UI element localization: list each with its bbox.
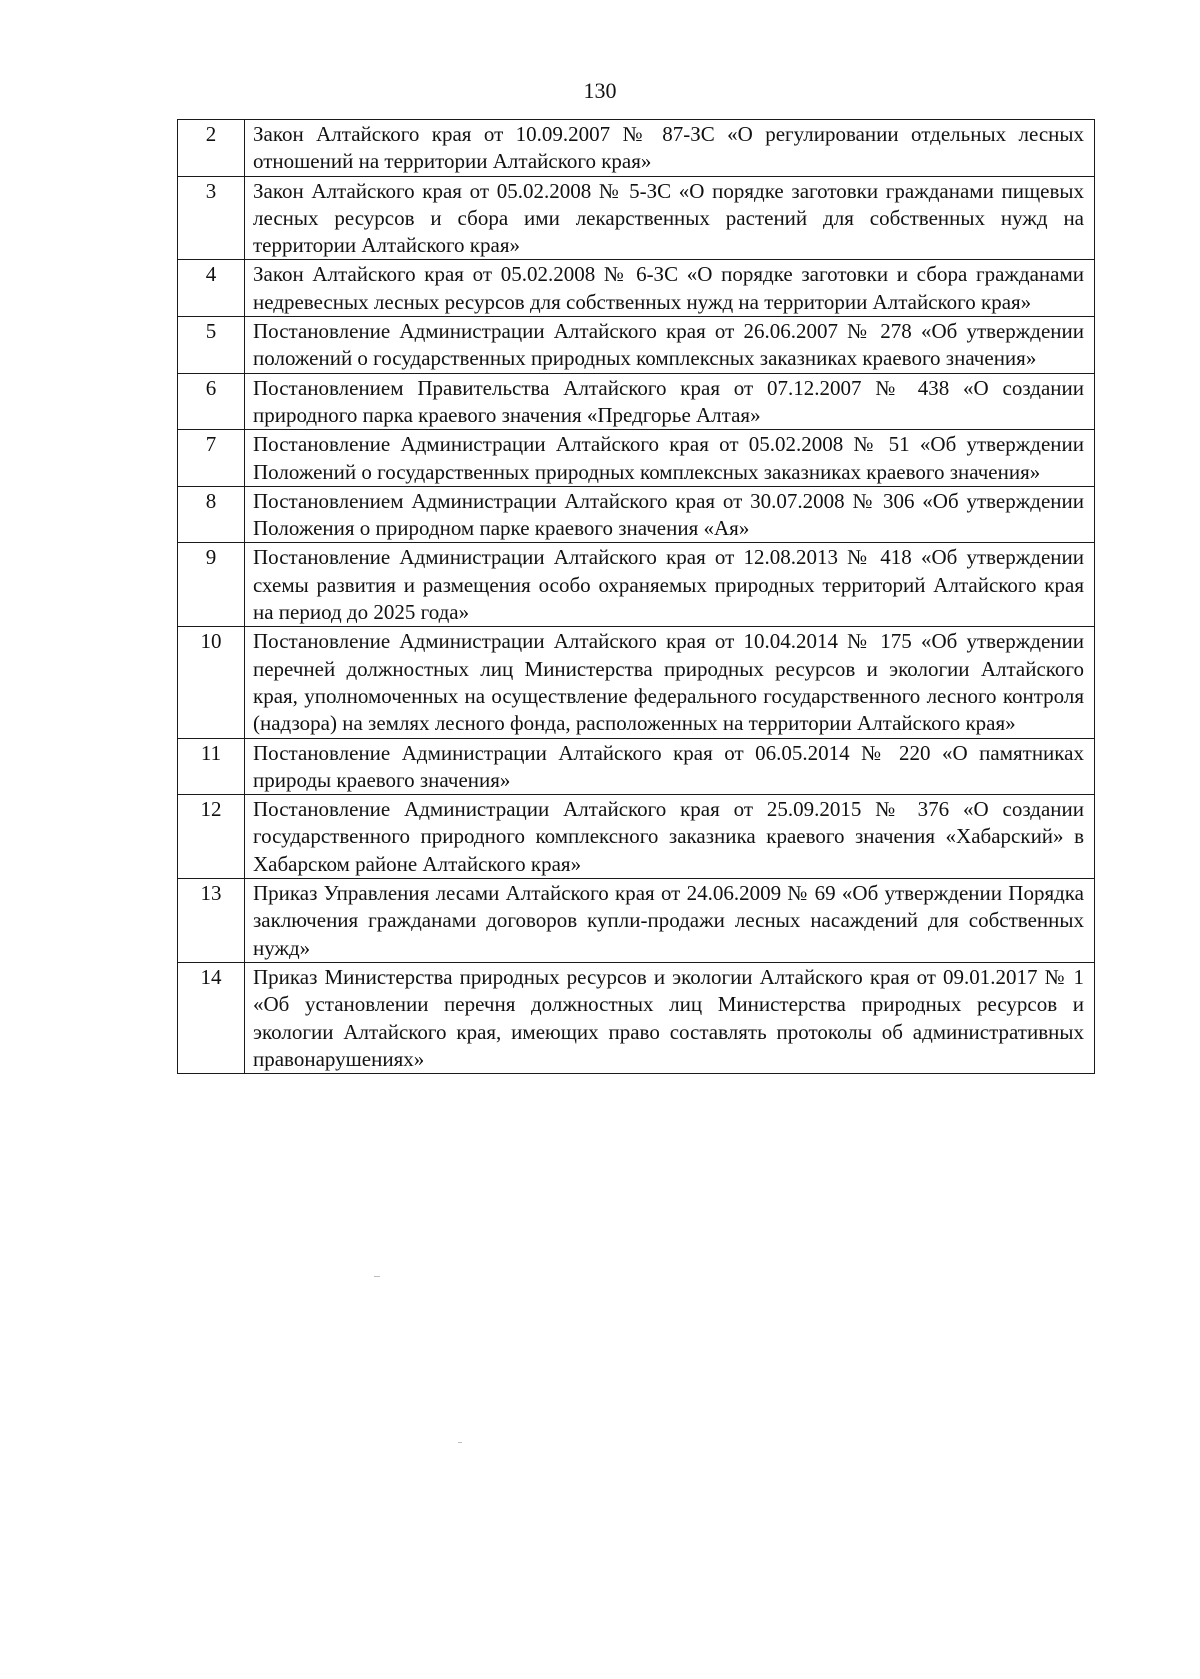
row-text: Приказ Министерства природных ресурсов и экологии Алтайского края от 09.01.2017 № 1 «Об установлении перечня должностных лиц Министерства природных ресурсов и экологии Алтайского края, имеющих право составлять протоколы об административных правонарушениях» [245, 962, 1095, 1073]
table-row [178, 627, 1095, 738]
row-text: Постановление Администрации Алтайского края от 06.05.2014 № 220 «О памятниках природы краевого значения» [245, 738, 1095, 795]
table-row [178, 738, 1095, 795]
row-text: Закон Алтайского края от 05.02.2008 № 5-ЗС «О порядке заготовки гражданами пищевых лесных ресурсов и сбора ими лекарственных растений для собственных нужд на территории Алтайского края» [245, 176, 1095, 260]
row-number: 7 [178, 430, 245, 487]
table-row [178, 543, 1095, 627]
row-number: 10 [178, 627, 245, 738]
row-text: Постановление Администрации Алтайского края от 12.08.2013 № 418 «Об утверждении схемы развития и размещения особо охраняемых природных территорий Алтайского края на период до 2025 года» [245, 543, 1095, 627]
scan-artifact [374, 1276, 380, 1277]
row-text: Постановлением Правительства Алтайского края от 07.12.2007 № 438 «О создании природного парка краевого значения «Предгорье Алтая» [245, 373, 1095, 430]
table-row [178, 430, 1095, 487]
row-text: Постановление Администрации Алтайского края от 05.02.2008 № 51 «Об утверждении Положений о государственных природных комплексных заказниках краевого значения» [245, 430, 1095, 487]
row-number: 13 [178, 879, 245, 963]
row-number: 2 [178, 120, 245, 177]
table-row [178, 176, 1095, 260]
row-text: Постановление Администрации Алтайского края от 26.06.2007 № 278 «Об утверждении положений о государственных природных комплексных заказниках краевого значения» [245, 317, 1095, 374]
table-row [178, 962, 1095, 1073]
table-row [178, 317, 1095, 374]
table-row [178, 373, 1095, 430]
row-text: Закон Алтайского края от 10.09.2007 № 87-ЗС «О регулировании отдельных лесных отношений на территории Алтайского края» [245, 120, 1095, 177]
row-text: Закон Алтайского края от 05.02.2008 № 6-ЗС «О порядке заготовки и сбора гражданами недревесных лесных ресурсов для собственных нужд на территории Алтайского края» [245, 260, 1095, 317]
scan-artifact [458, 1442, 462, 1443]
row-number: 12 [178, 795, 245, 879]
table-row [178, 260, 1095, 317]
row-text: Постановление Администрации Алтайского края от 10.04.2014 № 175 «Об утверждении перечней должностных лиц Министерства природных ресурсов и экологии Алтайского края, уполномоченных на осуществление федерального государственного лесного контроля (надзора) на землях лесного фонда, расположенных на территории Алтайского края» [245, 627, 1095, 738]
table-row [178, 120, 1095, 177]
table-row [178, 879, 1095, 963]
row-text: Постановление Администрации Алтайского края от 25.09.2015 № 376 «О создании государственного природного комплексного заказника краевого значения «Хабарский» в Хабарском районе Алтайского края» [245, 795, 1095, 879]
row-number: 6 [178, 373, 245, 430]
table-row [178, 486, 1095, 543]
row-number: 9 [178, 543, 245, 627]
table-row [178, 795, 1095, 879]
row-text: Постановлением Администрации Алтайского края от 30.07.2008 № 306 «Об утверждении Положения о природном парке краевого значения «Ая» [245, 486, 1095, 543]
row-number: 14 [178, 962, 245, 1073]
row-number: 11 [178, 738, 245, 795]
row-number: 8 [178, 486, 245, 543]
page-number: 130 [583, 78, 617, 103]
row-text: Приказ Управления лесами Алтайского края от 24.06.2009 № 69 «Об утверждении Порядка заключения гражданами договоров купли-продажи лесных насаждений для собственных нужд» [245, 879, 1095, 963]
row-number: 3 [178, 176, 245, 260]
legal-acts-table [177, 119, 1095, 1074]
row-number: 5 [178, 317, 245, 374]
row-number: 4 [178, 260, 245, 317]
